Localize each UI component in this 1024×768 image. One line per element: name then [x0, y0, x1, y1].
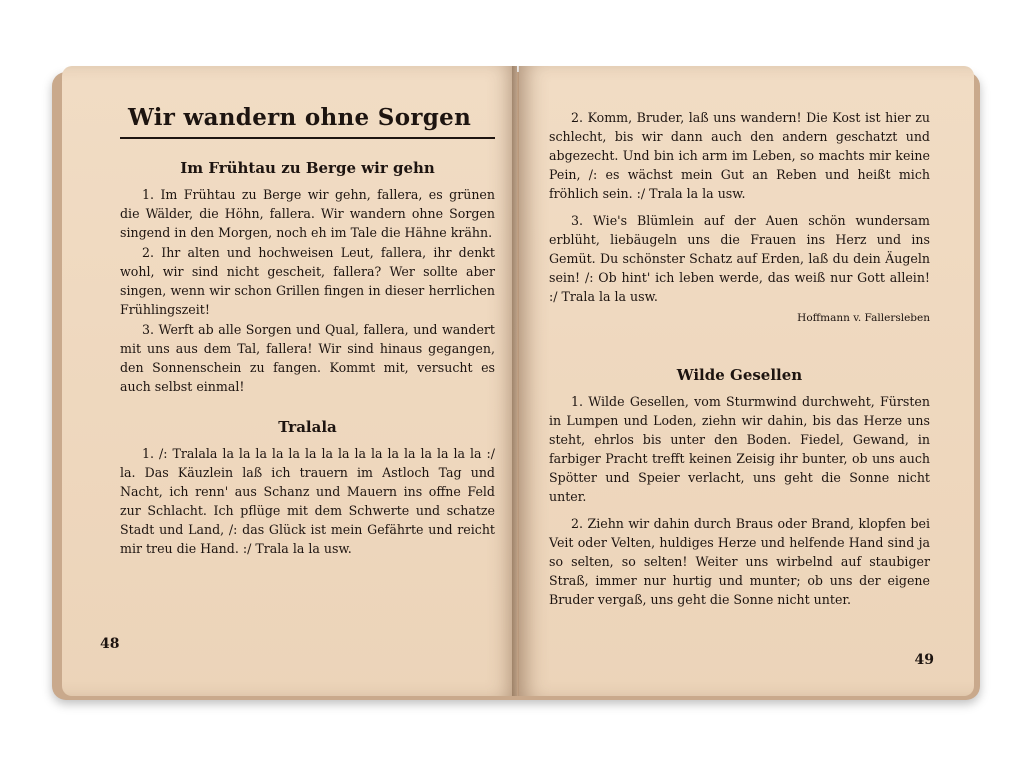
section-gap [549, 324, 930, 354]
song-verse: 1. Im Frühtau zu Berge wir gehn, fallera, es grünen die Wälder, die Höhn, fallera. Wir wandern ohne Sorgen singend in den Morgen, noch eh im Tale die Hähne krähn. [120, 187, 495, 240]
song-verse: 1. Wilde Gesellen, vom Sturmwind durchweht, Fürsten in Lumpen und Loden, ziehn wir dahin, bis das Herze uns steht, ehrlos bis unter den Boden. Fiedel, Gewand, in farbiger Pracht trefft keinen Zeisig ihr bunter, ob uns auch Spötter und Speier verlacht, uns geht die Sonne nicht unter. [549, 394, 930, 504]
page-number-right: 49 [914, 652, 934, 668]
song-title-tralala: Tralala [278, 418, 337, 436]
title-underline [120, 137, 495, 139]
left-page-content [120, 92, 495, 559]
right-page [519, 66, 974, 696]
chapter-title: Wir wandern ohne Sorgen [128, 104, 472, 131]
open-songbook [52, 66, 980, 706]
left-page [62, 66, 517, 696]
right-page-content [549, 108, 930, 610]
song-verse: 2. Ziehn wir dahin durch Braus oder Brand, klopfen bei Veit oder Velten, huldiges Herze und helfende Hand sind ja so selten, so selten! Weiter uns wirbelnd auf staubiger Straß, immer nur hurtig und munter; ob uns der eigene Bruder vergaß, uns geht die Sonne nicht unter. [549, 516, 930, 607]
song-verse: 3. Wie's Blümlein auf der Auen schön wundersam erblüht, liebäugeln uns die Frauen ins Herz und ins Gemüt. Du schönster Schatz auf Erden, laß du dein Äugeln sein! /: Ob hint' ich leben werde, das weiß nur Gott allein! :/ Trala la la usw. [549, 213, 930, 304]
song-title-wilde-gesellen: Wilde Gesellen [676, 366, 803, 384]
page-number-left: 48 [100, 636, 120, 652]
song-verse: 2. Komm, Bruder, laß uns wandern! Die Kost ist hier zu schlecht, bis wir dann auch den andern geschatzt und abgezecht. Und bin ich arm im Leben, so machts mir keine Pein, /: es wächst mein Gut an Reben und heißt mich fröhlich sein. :/ Trala la la usw. [549, 110, 930, 201]
song-title-fruehtau: Im Frühtau zu Berge wir gehn [180, 159, 435, 177]
song-verse: 3. Werft ab alle Sorgen und Qual, fallera, und wandert mit uns aus dem Tal, fallera! Wir sind hinaus gegangen, den Sonnenschein zu fangen. Kommt mit, versucht es auch selbst einmal! [120, 322, 495, 394]
song-verse: 2. Ihr alten und hochweisen Leut, fallera, ihr denkt wohl, wir sind nicht gescheit, fallera? Wer sollte aber singen, wenn wir schon Grillen fingen in dieser herrlichen Frühlingszeit! [120, 245, 495, 317]
song-author: Hoffmann v. Fallersleben [797, 312, 930, 324]
song-verse: 1. /: Tralala la la la la la la la la la la la la la la la la :/ la. Das Käuzlein laß ich trauern im Astloch Tag und Nacht, ich renn' aus Schanz und Mauern ins offne Feld zur Schlacht. Ich pflüge mit dem Schwerte und schatze Stadt und Land, /: das Glück ist mein Gefährte und reicht mir treu die Hand. :/ Trala la la usw. [120, 446, 495, 556]
